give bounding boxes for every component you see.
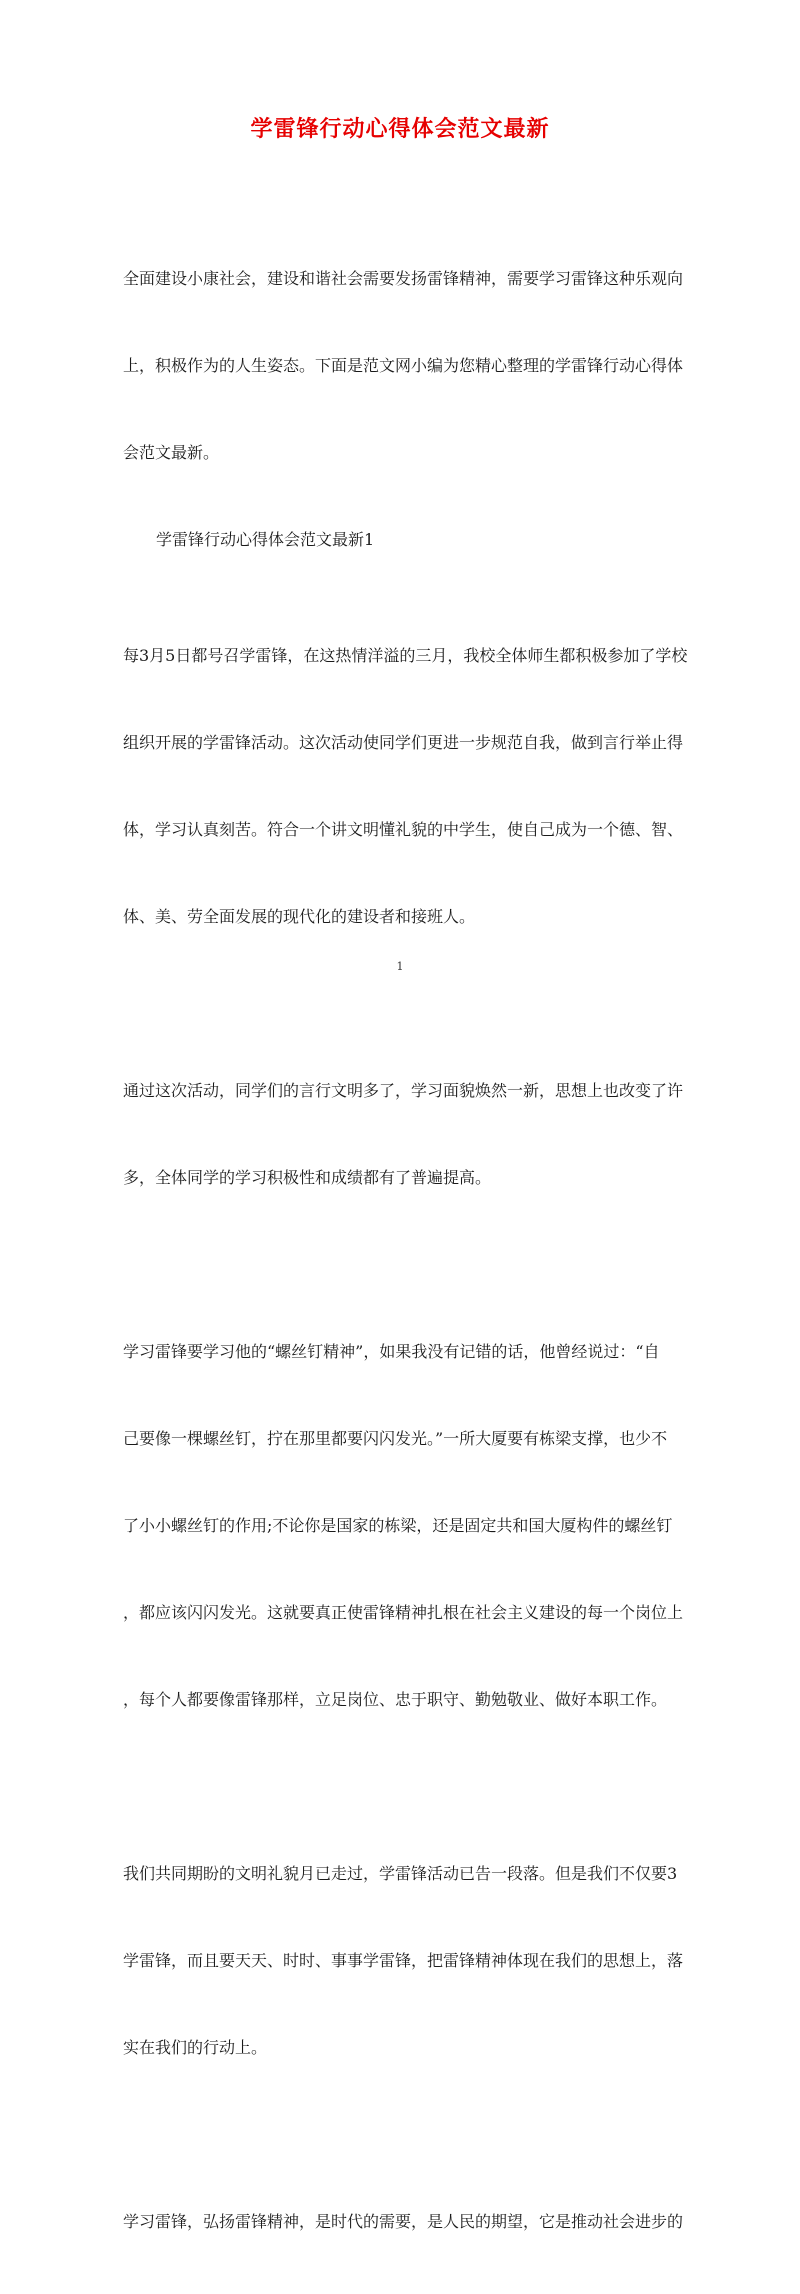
text-line: ，都应该闪闪发光。这就要真正使雷锋精神扎根在社会主义建设的每一个岗位上 [123, 1603, 684, 1622]
document-title: 学雷锋行动心得体会范文最新 [250, 116, 550, 142]
text-line: 全面建设小康社会，建设和谐社会需要发扬雷锋精神，需要学习雷锋这种乐观向 [123, 269, 684, 288]
text-line: 上，积极作为的人生姿态。下面是范文网小编为您精心整理的学雷锋行动心得体 [123, 356, 684, 375]
paragraph-spacer [123, 554, 680, 583]
paragraph-spacer [123, 989, 680, 1018]
text-line: 学习雷锋要学习他的“螺丝钉精神”，如果我没有记错的话，他曾经说过：“自 [123, 1342, 660, 1361]
paragraph-spacer [123, 2120, 680, 2149]
text-line: 了小小螺丝钉的作用;不论你是国家的栋梁，还是固定共和国大厦构件的螺丝钉 [123, 1516, 673, 1535]
document-body [123, 206, 688, 2294]
text-line: 组织开展的学雷锋活动。这次活动使同学们更进一步规范自我，做到言行举止得 [123, 733, 684, 752]
body-paragraph-3 [123, 1279, 684, 1772]
text-line: ，每个人都要像雷锋那样，立足岗位、忠于职守、勤勉敬业、做好本职工作。 [123, 1690, 668, 1709]
text-line: 学雷锋，而且要天天、时时、事事学雷锋，把雷锋精神体现在我们的思想上，落 [123, 1951, 684, 1970]
body-paragraph-2 [123, 1018, 684, 1250]
text-line: 会范文最新。 [123, 443, 220, 462]
text-line: 通过这次活动，同学们的言行文明多了，学习面貌焕然一新，思想上也改变了许 [123, 1081, 684, 1100]
body-paragraph-4 [123, 1801, 684, 2120]
text-line: 多，全体同学的学习积极性和成绩都有了普遍提高。 [123, 1168, 492, 1187]
text-line: 实在我们的行动上。 [123, 2038, 268, 2057]
body-paragraph-1 [123, 583, 688, 989]
paragraph-spacer [123, 1250, 680, 1279]
text-line: 己要像一棵螺丝钉，拧在那里都要闪闪发光。”一所大厦要有栋梁支撑，也少不 [123, 1429, 668, 1448]
body-paragraph-5 [123, 2149, 684, 2294]
text-line: 每3月5日都号召学雷锋，在这热情洋溢的三月，我校全体师生都积极参加了学校 [123, 646, 688, 665]
intro-paragraph [123, 206, 684, 525]
paragraph-spacer [123, 1772, 680, 1801]
text-line: 我们共同期盼的文明礼貌月已走过，学雷锋活动已告一段落。但是我们不仅要3 [123, 1864, 678, 1883]
section-subtitle: 学雷锋行动心得体会范文最新1 [156, 530, 375, 549]
text-line: 学习雷锋，弘扬雷锋精神，是时代的需要，是人民的期望，它是推动社会进步的 [123, 2212, 684, 2231]
page-number: 1 [396, 960, 404, 973]
text-line: 体，学习认真刻苦。符合一个讲文明懂礼貌的中学生，使自己成为一个德、智、 [123, 820, 684, 839]
text-line: 体、美、劳全面发展的现代化的建设者和接班人。 [123, 907, 476, 926]
